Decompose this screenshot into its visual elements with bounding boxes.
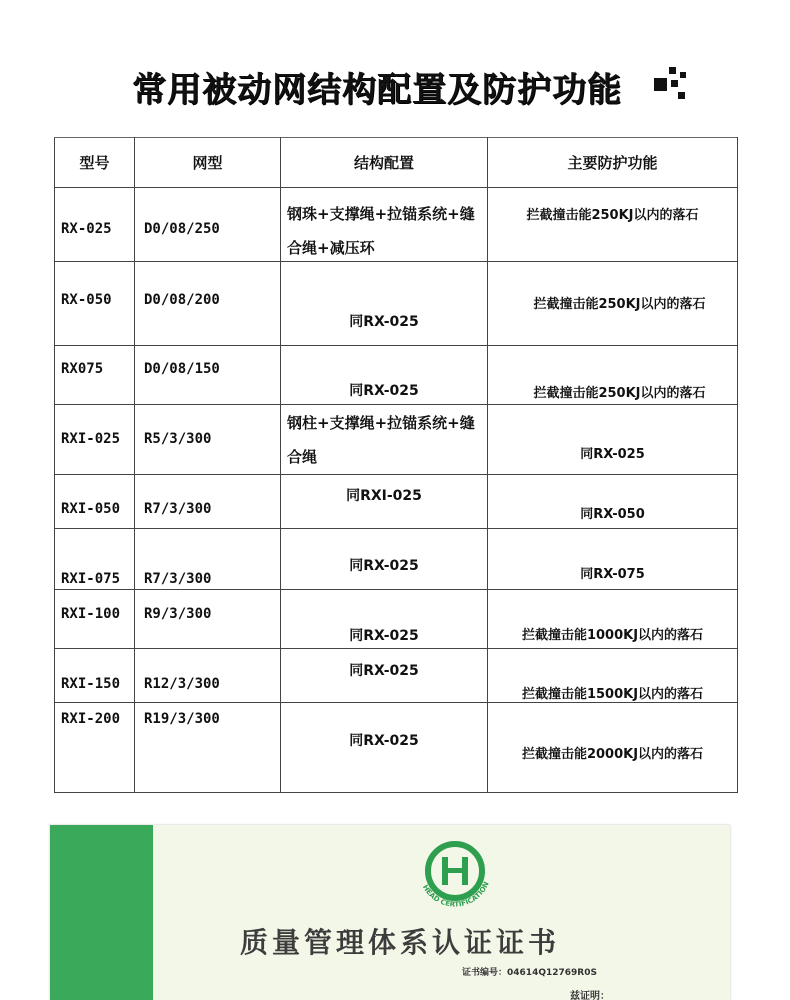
table-row <box>55 346 738 405</box>
net-cell <box>135 649 281 703</box>
certificate-number-row <box>462 965 597 978</box>
net-text: D0/08/250 <box>144 221 220 237</box>
function-text: 拦截撞击能2000KJ以内的落石 <box>521 747 704 762</box>
model-text: RXI-200 <box>61 711 121 727</box>
table-row <box>55 405 738 475</box>
model-cell <box>55 649 135 703</box>
function-text: 同RX-025 <box>580 447 645 462</box>
function-cell <box>488 475 738 529</box>
header-function: 主要防护功能 <box>488 138 738 188</box>
function-cell <box>488 529 738 590</box>
net-cell <box>135 346 281 405</box>
function-cell <box>488 262 738 346</box>
net-text: D0/08/150 <box>144 361 220 377</box>
function-cell <box>488 703 738 793</box>
model-cell <box>55 590 135 649</box>
certificate-number-value: 04614Q12769R0S <box>507 968 597 978</box>
model-text: RX075 <box>61 361 104 377</box>
structure-text: 同RX-025 <box>349 733 419 749</box>
pixel-decoration-icon <box>652 66 692 106</box>
model-text: RX-050 <box>61 292 112 308</box>
function-text: 拦截撞击能250KJ以内的落石 <box>533 386 706 401</box>
structure-text: 钢柱+支撑绳+拉锚系统+缝合绳 <box>287 414 475 466</box>
structure-cell <box>281 529 488 590</box>
model-cell <box>55 188 135 262</box>
table-header-row <box>55 138 738 188</box>
logo-ring-text: HEAD CERTIFICATION <box>420 880 491 909</box>
table-row <box>55 649 738 703</box>
certificate-title: 质量管理体系认证证书 <box>240 926 561 959</box>
structure-text: 同RX-025 <box>349 628 419 644</box>
net-cell <box>135 590 281 649</box>
structure-cell <box>281 703 488 793</box>
structure-text: 钢珠+支撑绳+拉锚系统+缝合绳+减压环 <box>287 205 475 257</box>
table-row <box>55 703 738 793</box>
table-row <box>55 262 738 346</box>
function-cell <box>488 188 738 262</box>
function-text: 同RX-075 <box>580 567 645 582</box>
net-text: R9/3/300 <box>144 606 212 622</box>
model-cell <box>55 529 135 590</box>
structure-text: 同RX-025 <box>349 663 419 679</box>
structure-text: 同RXI-025 <box>346 488 422 504</box>
net-text: R5/3/300 <box>144 431 212 447</box>
certification-logo-icon <box>380 835 530 915</box>
function-cell <box>488 649 738 703</box>
model-text: RXI-050 <box>61 501 121 517</box>
net-text: R7/3/300 <box>144 501 212 517</box>
model-cell <box>55 475 135 529</box>
model-text: RXI-025 <box>61 431 121 447</box>
header-net: 网型 <box>135 138 281 188</box>
header-model: 型号 <box>55 138 135 188</box>
model-text: RX-025 <box>61 221 112 237</box>
certificate-number-label: 证书编号： <box>462 968 508 978</box>
structure-cell <box>281 590 488 649</box>
function-text: 同RX-050 <box>580 507 645 522</box>
spec-table <box>54 137 738 793</box>
model-text: RXI-075 <box>61 571 121 587</box>
structure-cell <box>281 262 488 346</box>
function-text: 拦截撞击能250KJ以内的落石 <box>526 208 699 223</box>
net-cell <box>135 703 281 793</box>
net-text: D0/08/200 <box>144 292 220 308</box>
model-cell <box>55 346 135 405</box>
structure-cell <box>281 188 488 262</box>
model-cell <box>55 703 135 793</box>
net-text: R19/3/300 <box>144 711 220 727</box>
net-text: R12/3/300 <box>144 676 220 692</box>
table-row <box>55 188 738 262</box>
page-title: 常用被动网结构配置及防护功能 <box>132 70 622 110</box>
model-text: RXI-150 <box>61 676 121 692</box>
title-area <box>0 58 790 118</box>
table-row <box>55 475 738 529</box>
net-cell <box>135 405 281 475</box>
model-cell <box>55 405 135 475</box>
certificate-image <box>50 825 730 1000</box>
function-cell <box>488 346 738 405</box>
function-text: 拦截撞击能250KJ以内的落石 <box>533 297 706 312</box>
certificate-green-strip <box>50 825 153 1000</box>
structure-text: 同RX-025 <box>349 314 419 330</box>
net-cell <box>135 475 281 529</box>
net-cell <box>135 262 281 346</box>
structure-cell <box>281 346 488 405</box>
header-structure: 结构配置 <box>281 138 488 188</box>
net-cell <box>135 529 281 590</box>
structure-cell <box>281 475 488 529</box>
function-cell <box>488 590 738 649</box>
net-cell <box>135 188 281 262</box>
table-row <box>55 529 738 590</box>
net-text: R7/3/300 <box>144 571 212 587</box>
structure-text: 同RX-025 <box>349 383 419 399</box>
certificate-certify-text: 兹证明： <box>570 991 610 1000</box>
structure-cell <box>281 405 488 475</box>
model-cell <box>55 262 135 346</box>
function-text: 拦截撞击能1500KJ以内的落石 <box>521 687 704 702</box>
table-row <box>55 590 738 649</box>
structure-text: 同RX-025 <box>349 558 419 574</box>
model-text: RXI-100 <box>61 606 121 622</box>
function-cell <box>488 405 738 475</box>
structure-cell <box>281 649 488 703</box>
function-text: 拦截撞击能1000KJ以内的落石 <box>521 628 704 643</box>
